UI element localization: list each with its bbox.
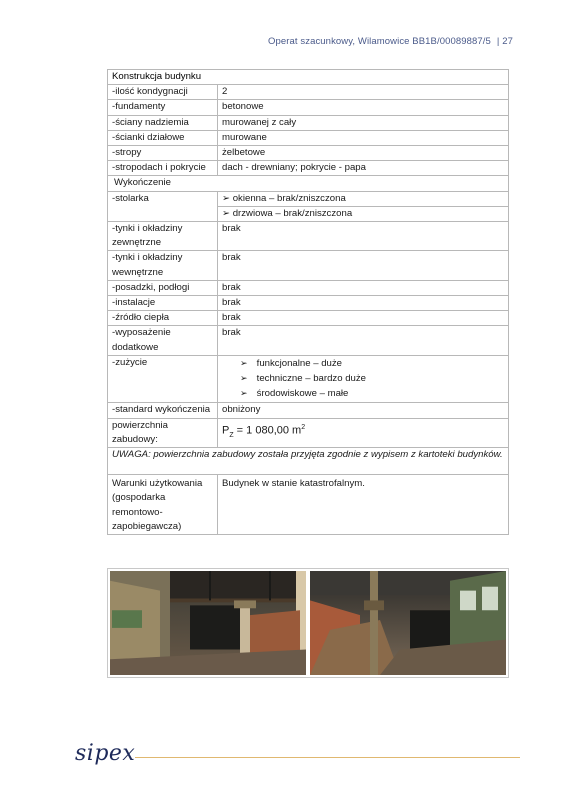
table-row — [108, 115, 509, 130]
row-label: -standard wykończenia — [108, 403, 218, 418]
row-label: -ściany nadziemia — [108, 115, 218, 130]
table-row — [108, 85, 509, 100]
list-item-text: środowiskowe – małe — [256, 388, 349, 400]
row-label: -źródło ciepła — [108, 311, 218, 326]
building-spec-table — [107, 69, 509, 535]
page-number: | 27 — [496, 36, 513, 47]
note-text: UWAGA: powierzchnia zabudowy została przyjęta zgodnie z wypisem z kartoteki budynków. — [108, 448, 509, 475]
arrow-bullet-icon: ➢ — [240, 388, 248, 399]
arrow-bullet-icon: ➢ — [222, 207, 231, 219]
row-value: obniżony — [218, 403, 509, 418]
table-row — [108, 191, 509, 221]
area-symbol: P — [222, 424, 230, 437]
list-item — [218, 207, 508, 221]
row-label: -stolarka — [108, 191, 218, 221]
note-row — [108, 448, 509, 475]
list-item-text: funkcjonalne – duże — [256, 357, 343, 369]
table-row — [108, 326, 509, 355]
row-value: brak — [218, 311, 509, 326]
list-item-text: techniczne – bardzo duże — [256, 373, 367, 385]
row-value: brak — [218, 296, 509, 311]
row-value: 2 — [218, 85, 509, 100]
page-header — [268, 36, 513, 47]
building-interior-photo-left — [110, 571, 306, 675]
building-interior-photo-right — [310, 571, 506, 675]
table-row — [108, 251, 509, 280]
stolarka-cell — [218, 191, 509, 221]
row-label: -ilość kondygnacji — [108, 85, 218, 100]
zuzycie-cell — [218, 355, 509, 403]
row-value: Budynek w stanie katastrofalnym. — [218, 475, 509, 535]
row-label: -tynki i okładziny wewnętrzne — [108, 251, 218, 280]
section-title: Wykończenie — [108, 176, 509, 191]
row-label: -stropodach i pokrycie — [108, 161, 218, 176]
section-row — [108, 176, 509, 191]
row-value: murowane — [218, 130, 509, 145]
row-label: -instalacje — [108, 296, 218, 311]
table-row — [108, 296, 509, 311]
list-item-text: okienna – brak/zniszczona — [232, 192, 346, 204]
list-item — [240, 371, 504, 386]
row-label: -tynki i okładziny zewnętrzne — [108, 222, 218, 251]
list-item — [240, 386, 504, 401]
footer-divider — [135, 757, 520, 758]
row-label: powierzchnia zabudowy: — [108, 418, 218, 447]
arrow-bullet-icon: ➢ — [240, 373, 248, 384]
list-item — [218, 192, 508, 207]
row-label: -stropy — [108, 146, 218, 161]
row-label: -wyposażenie dodatkowe — [108, 326, 218, 355]
row-value: żelbetowe — [218, 146, 509, 161]
row-value: brak — [218, 222, 509, 251]
table-row — [108, 355, 509, 403]
arrow-bullet-icon: ➢ — [240, 357, 248, 368]
row-label: -fundamenty — [108, 100, 218, 115]
table-row — [108, 475, 509, 535]
document-reference: Operat szacunkowy, Wilamowice BB1B/00089887/5 — [267, 36, 491, 47]
row-label: -ścianki działowe — [108, 130, 218, 145]
table-row — [108, 311, 509, 326]
row-label: -posadzki, podłogi — [108, 280, 218, 295]
area-subscript: Z — [229, 431, 234, 439]
table-row — [108, 418, 509, 447]
photo-strip — [107, 568, 509, 678]
row-value: brak — [218, 326, 509, 355]
area-number: = 1 080,00 m — [233, 424, 302, 437]
list-item — [240, 356, 504, 371]
table-row — [108, 100, 509, 115]
row-value: brak — [218, 251, 509, 280]
row-label: -zużycie — [108, 355, 218, 403]
row-value: brak — [218, 280, 509, 295]
row-value: dach - drewniany; pokrycie - papa — [218, 161, 509, 176]
table-row — [108, 146, 509, 161]
table-row — [108, 222, 509, 251]
table-row — [108, 403, 509, 418]
row-value: betonowe — [218, 100, 509, 115]
arrow-bullet-icon: ➢ — [222, 192, 231, 204]
table-title: Konstrukcja budynku — [108, 70, 509, 85]
table-row — [108, 280, 509, 295]
area-value — [218, 418, 509, 447]
sipex-logo: sipex — [75, 741, 136, 766]
table-row — [108, 130, 509, 145]
area-superscript: 2 — [301, 423, 306, 431]
table-row — [108, 161, 509, 176]
row-value: murowanej z cały — [218, 115, 509, 130]
table-title-row — [108, 70, 509, 85]
row-label: Warunki użytkowania (gospodarka remontowo-zapobiegawcza) — [108, 475, 218, 535]
list-item-text: drzwiowa – brak/zniszczona — [232, 207, 353, 219]
